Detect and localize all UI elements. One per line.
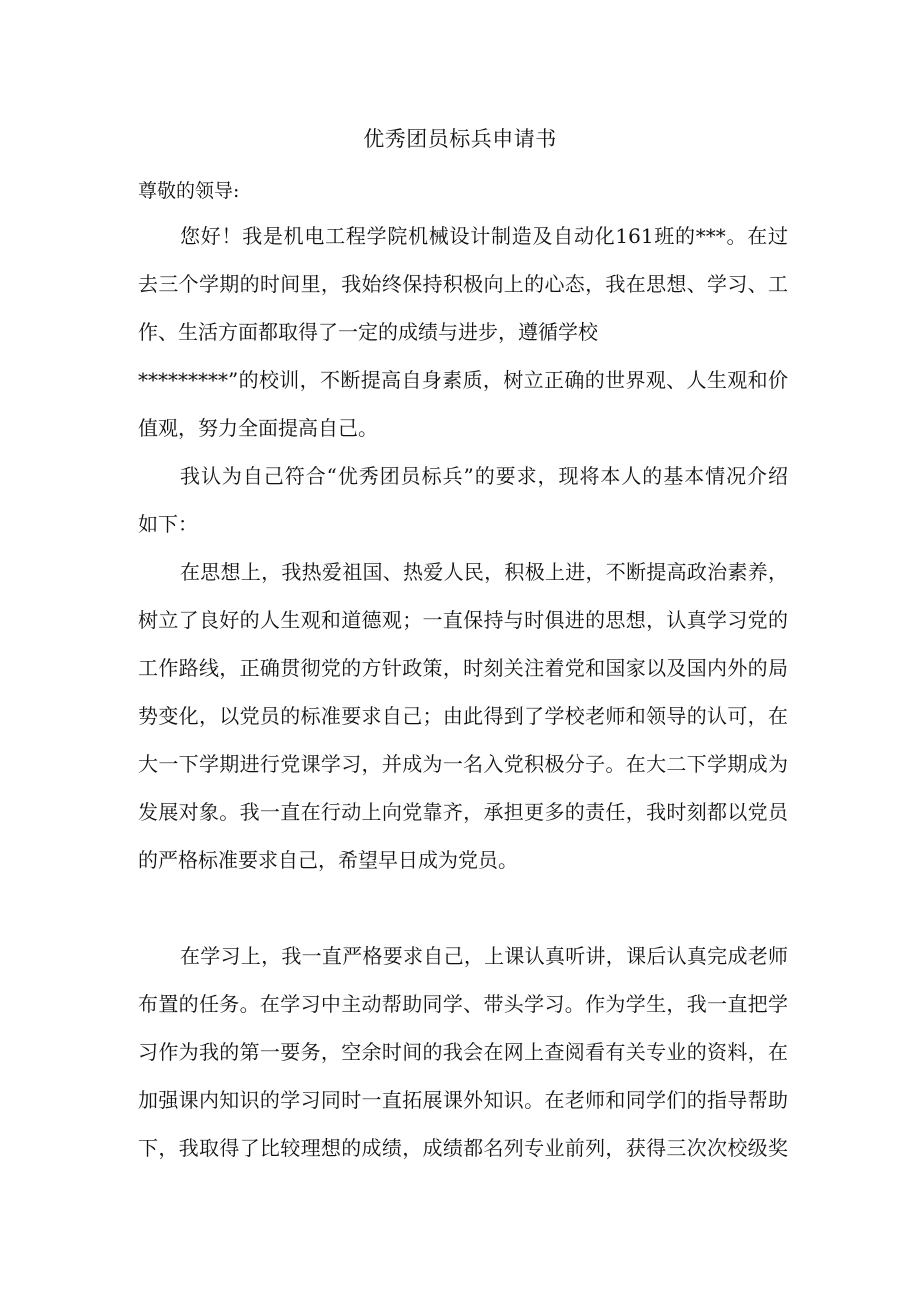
document-title: 优秀团员标兵申请书 [363,127,557,151]
paragraph-3-line-5: 大一下学期进行党课学习，并成为一名入党积极分子。在大二下学期成为 [138,752,788,776]
paragraph-1-line-5: 值观，努力全面提高自己。 [138,416,378,440]
paragraph-4-line-2: 布置的任务。在学习中主动帮助同学、带头学习。作为学生，我一直把学 [138,992,788,1016]
salutation: 尊敬的领导: [138,180,240,202]
paragraph-4-line-4: 加强课内知识的学习同时一直拓展课外知识。在老师和同学们的指导帮助 [138,1088,788,1112]
paragraph-1-line-1: 您好！我是机电工程学院机械设计制造及自动化161班的***。在过 [180,224,788,248]
paragraph-1-line-3: 作、生活方面都取得了一定的成绩与进步，遵循学校 [138,320,598,344]
paragraph-3-line-7: 的严格标准要求自己，希望早日成为党员。 [138,848,518,872]
paragraph-3-line-4: 势变化，以党员的标准要求自己；由此得到了学校老师和领导的认可，在 [138,704,788,728]
paragraph-4-line-3: 习作为我的第一要务，空余时间的我会在网上查阅看有关专业的资料，在 [138,1040,788,1064]
paragraph-4-line-5: 下，我取得了比较理想的成绩，成绩都名列专业前列，获得三次次校级奖 [138,1136,788,1160]
paragraph-2-line-2: 如下： [138,512,198,536]
paragraph-3-line-6: 发展对象。我一直在行动上向党靠齐，承担更多的责任，我时刻都以党员 [138,800,788,824]
paragraph-1-line-4: *********”的校训，不断提高自身素质，树立正确的世界观、人生观和价 [138,368,788,392]
paragraph-4-line-1: 在学习上，我一直严格要求自己，上课认真听讲，课后认真完成老师 [180,944,788,968]
paragraph-3-line-2: 树立了良好的人生观和道德观；一直保持与时俱进的思想，认真学习党的 [138,608,788,632]
paragraph-3-line-3: 工作路线，正确贯彻党的方针政策，时刻关注着党和国家以及国内外的局 [138,656,788,680]
paragraph-2-line-1: 我认为自己符合“优秀团员标兵”的要求，现将本人的基本情况介绍 [180,464,788,488]
paragraph-3-line-1: 在思想上，我热爱祖国、热爱人民，积极上进，不断提高政治素养， [180,560,788,584]
paragraph-1-line-2: 去三个学期的时间里，我始终保持积极向上的心态，我在思想、学习、工 [138,272,788,296]
